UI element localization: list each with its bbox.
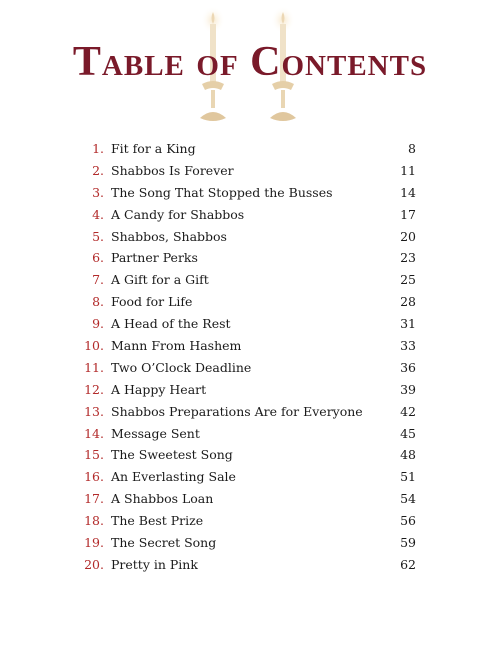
toc-entry[interactable] bbox=[76, 291, 416, 313]
toc-entry-title: The Sweetest Song bbox=[111, 447, 233, 463]
toc-entry-page: 51 bbox=[400, 469, 416, 485]
table-of-contents-list bbox=[76, 138, 416, 576]
toc-entry-page: 48 bbox=[400, 447, 416, 463]
toc-entry-page: 8 bbox=[408, 141, 416, 156]
toc-entry[interactable] bbox=[76, 423, 416, 445]
toc-entry[interactable] bbox=[76, 160, 416, 182]
toc-entry-title: Pretty in Pink bbox=[111, 556, 198, 572]
toc-entry-title: The Best Prize bbox=[111, 513, 204, 529]
toc-entry-title: Mann From Hashem bbox=[111, 338, 242, 354]
toc-entry-number: 8. bbox=[92, 294, 104, 310]
toc-entry-page: 14 bbox=[400, 184, 416, 200]
toc-entry[interactable] bbox=[76, 379, 416, 401]
toc-entry-title: An Everlasting Sale bbox=[111, 469, 236, 485]
toc-entry[interactable] bbox=[76, 313, 416, 335]
toc-entry-page: 20 bbox=[400, 228, 416, 244]
toc-entry-page: 56 bbox=[400, 513, 416, 529]
toc-entry-title: A Head of the Rest bbox=[111, 316, 231, 332]
toc-entry-title: Shabbos Is Forever bbox=[111, 162, 234, 178]
toc-entry-number: 10. bbox=[84, 338, 104, 354]
toc-entry-title: The Secret Song bbox=[111, 535, 217, 551]
toc-entry[interactable] bbox=[76, 510, 416, 532]
toc-entry-number: 9. bbox=[92, 316, 104, 332]
toc-entry-number: 17. bbox=[84, 491, 104, 507]
toc-entry[interactable] bbox=[76, 138, 416, 160]
toc-entry[interactable] bbox=[76, 466, 416, 488]
toc-entry-title: Fit for a King bbox=[111, 141, 196, 156]
toc-entry-number: 16. bbox=[84, 469, 104, 485]
toc-entry[interactable] bbox=[76, 204, 416, 226]
toc-entry-number: 5. bbox=[92, 228, 104, 244]
toc-entry-page: 59 bbox=[400, 535, 416, 551]
toc-entry-title: A Gift for a Gift bbox=[111, 272, 209, 288]
toc-entry-page: 25 bbox=[400, 272, 416, 288]
toc-entry-number: 3. bbox=[92, 184, 104, 200]
toc-entry-number: 4. bbox=[92, 206, 104, 222]
toc-entry-page: 42 bbox=[400, 403, 416, 419]
toc-entry-page: 54 bbox=[400, 491, 416, 507]
toc-entry-number: 13. bbox=[84, 403, 104, 419]
toc-entry-number: 6. bbox=[92, 250, 104, 266]
toc-entry-title: Two O’Clock Deadline bbox=[111, 359, 252, 375]
toc-entry-page: 17 bbox=[400, 206, 416, 222]
toc-entry[interactable] bbox=[76, 335, 416, 357]
toc-entry-page: 62 bbox=[400, 556, 416, 572]
toc-entry[interactable] bbox=[76, 488, 416, 510]
toc-entry-title: Food for Life bbox=[111, 294, 193, 310]
toc-entry-page: 33 bbox=[400, 338, 416, 354]
toc-entry[interactable] bbox=[76, 554, 416, 576]
toc-entry[interactable] bbox=[76, 247, 416, 269]
toc-entry[interactable] bbox=[76, 226, 416, 248]
toc-entry-title: The Song That Stopped the Busses bbox=[111, 184, 333, 200]
toc-entry-title: A Shabbos Loan bbox=[111, 491, 214, 507]
toc-entry-page: 45 bbox=[400, 425, 416, 441]
toc-entry[interactable] bbox=[76, 269, 416, 291]
toc-entry-page: 23 bbox=[400, 250, 416, 266]
toc-entry-number: 11. bbox=[84, 359, 104, 375]
toc-entry[interactable] bbox=[76, 401, 416, 423]
toc-entry-title: Message Sent bbox=[111, 425, 200, 441]
toc-entry-number: 1. bbox=[92, 141, 104, 156]
toc-entry-title: Shabbos Preparations Are for Everyone bbox=[111, 403, 363, 419]
toc-entry-number: 12. bbox=[84, 381, 104, 397]
toc-entry-page: 31 bbox=[400, 316, 416, 332]
toc-entry-title: Partner Perks bbox=[111, 250, 198, 266]
toc-entry-title: A Happy Heart bbox=[111, 381, 207, 397]
toc-entry-number: 19. bbox=[84, 535, 104, 551]
page-title: Table of Contents bbox=[72, 39, 428, 85]
toc-entry-page: 36 bbox=[400, 359, 416, 375]
toc-entry-number: 14. bbox=[84, 425, 104, 441]
toc-entry-number: 7. bbox=[92, 272, 104, 288]
toc-entry-title: A Candy for Shabbos bbox=[111, 206, 245, 222]
toc-entry-number: 15. bbox=[84, 447, 104, 463]
toc-entry-number: 18. bbox=[84, 513, 104, 529]
toc-entry-page: 11 bbox=[400, 162, 416, 178]
toc-entry[interactable] bbox=[76, 444, 416, 466]
toc-entry-page: 28 bbox=[400, 294, 416, 310]
toc-entry-title: Shabbos, Shabbos bbox=[111, 228, 227, 244]
toc-entry-page: 39 bbox=[400, 381, 416, 397]
toc-entry[interactable] bbox=[76, 357, 416, 379]
toc-entry[interactable] bbox=[76, 532, 416, 554]
toc-entry[interactable] bbox=[76, 182, 416, 204]
toc-entry-number: 2. bbox=[92, 162, 104, 178]
toc-entry-number: 20. bbox=[84, 556, 104, 572]
